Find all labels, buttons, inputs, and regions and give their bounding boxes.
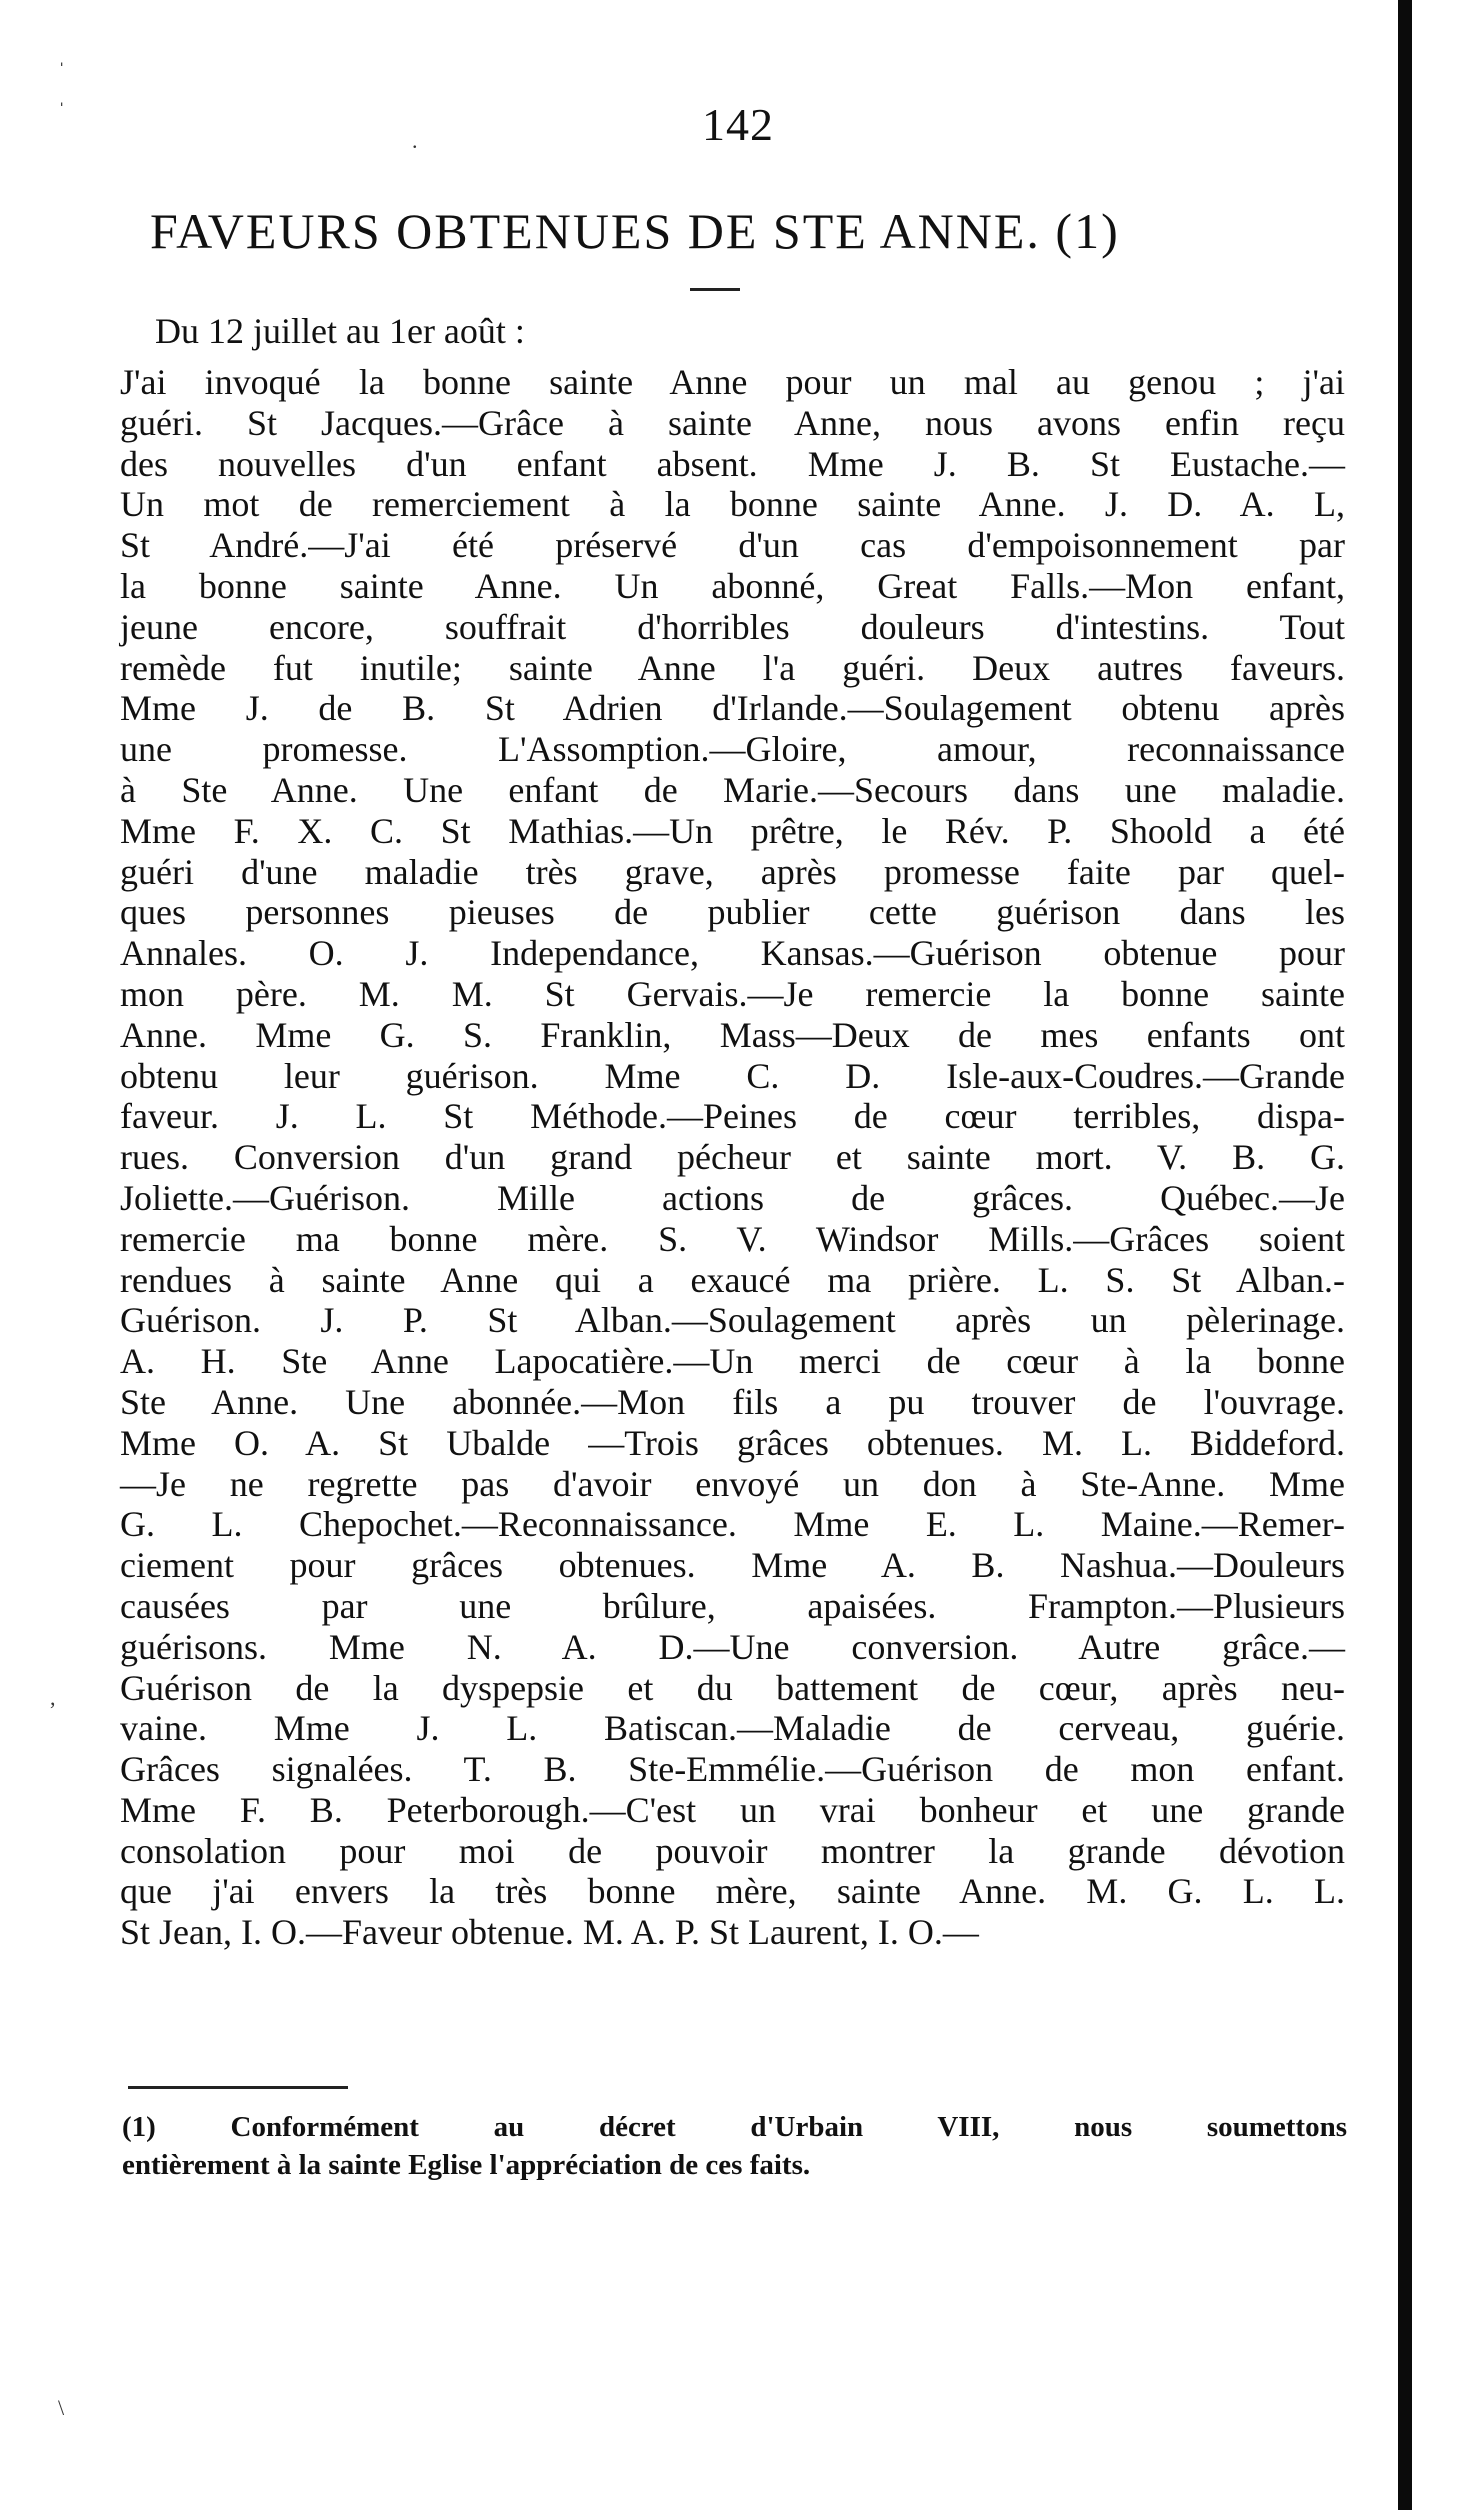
text-line: une promesse. L'Assomption.—Gloire, amour, reconnaissance xyxy=(120,729,1345,770)
footnote-line: (1) Conformément au décret d'Urbain VIII, nous soumettons xyxy=(122,2111,1347,2143)
text-line: Mme O. A. St Ubalde —Trois grâces obtenues. M. L. Biddeford. xyxy=(120,1422,1345,1463)
page-number: 142 xyxy=(702,99,774,150)
text-line: Mme F. B. Peterborough.—C'est un vrai bonheur et une grande xyxy=(120,1789,1345,1830)
text-line: ques personnes pieuses de publier cette guérison dans les xyxy=(120,892,1345,933)
text-line: J'ai invoqué la bonne sainte Anne pour un mal au genou ; j'ai xyxy=(120,362,1345,402)
text-line: Guérison. J. P. St Alban.—Soulagement après un pèlerinage. xyxy=(120,1300,1345,1341)
text-line: faveur. J. L. St Méthode.—Peines de cœur terribles, dispa- xyxy=(120,1096,1345,1137)
text-line: —Je ne regrette pas d'avoir envoyé un don à Ste-Anne. Mme xyxy=(120,1463,1345,1504)
text-line: Grâces signalées. T. B. Ste-Emmélie.—Guérison de mon enfant. xyxy=(120,1749,1345,1790)
text-line: consolation pour moi de pouvoir montrer la grande dévotion xyxy=(120,1830,1345,1871)
text-line: des nouvelles d'un enfant absent. Mme J. B. St Eustache.— xyxy=(120,443,1345,484)
text-line: remercie ma bonne mère. S. V. Windsor Mills.—Grâces soient xyxy=(120,1218,1345,1259)
text-line: Un mot de remerciement à la bonne sainte Anne. J. D. A. L, xyxy=(120,484,1345,525)
text-line: Ste Anne. Une abonnée.—Mon fils a pu trouver de l'ouvrage. xyxy=(120,1381,1345,1422)
text-line: jeune encore, souffrait d'horribles douleurs d'intestins. Tout xyxy=(120,606,1345,647)
footnote-divider xyxy=(128,2086,348,2089)
intro-line: Du 12 juillet au 1er août : xyxy=(155,311,525,351)
text-line: vaine. Mme J. L. Batiscan.—Maladie de cerveau, guérie. xyxy=(120,1708,1345,1749)
footnote xyxy=(122,2108,1347,2184)
text-line: rendues à sainte Anne qui a exaucé ma prière. L. S. St Alban.- xyxy=(120,1259,1345,1300)
text-line: Mme F. X. C. St Mathias.—Un prêtre, le Rév. P. Shoold a été xyxy=(120,810,1345,851)
text-line: causées par une brûlure, apaisées. Frampton.—Plusieurs xyxy=(120,1585,1345,1626)
page-binding-edge xyxy=(1398,0,1412,2510)
page-title: FAVEURS OBTENUES DE STE ANNE. (1) xyxy=(150,203,1120,259)
text-line: Joliette.—Guérison. Mille actions de grâces. Québec.—Je xyxy=(120,1177,1345,1218)
text-line: guéri. St Jacques.—Grâce à sainte Anne, nous avons enfin reçu xyxy=(120,402,1345,443)
text-line: Anne. Mme G. S. Franklin, Mass—Deux de mes enfants ont xyxy=(120,1014,1345,1055)
text-line: la bonne sainte Anne. Un abonné, Great Falls.—Mon enfant, xyxy=(120,565,1345,606)
text-line: Mme J. de B. St Adrien d'Irlande.—Soulagement obtenu après xyxy=(120,688,1345,729)
title-divider xyxy=(690,288,740,291)
text-line: Guérison de la dyspepsie et du battement de cœur, après neu- xyxy=(120,1667,1345,1708)
body-text xyxy=(120,362,1345,1953)
text-line: mon père. M. M. St Gervais.—Je remercie la bonne sainte xyxy=(120,973,1345,1014)
text-line: G. L. Chepochet.—Reconnaissance. Mme E. L. Maine.—Remer- xyxy=(120,1504,1345,1545)
text-line: A. H. Ste Anne Lapocatière.—Un merci de cœur à la bonne xyxy=(120,1341,1345,1382)
footnote-line: entièrement à la sainte Eglise l'appréciation de ces faits. xyxy=(122,2149,811,2181)
text-line: ciement pour grâces obtenues. Mme A. B. Nashua.—Douleurs xyxy=(120,1545,1345,1586)
text-line: remède fut inutile; sainte Anne l'a guéri. Deux autres faveurs. xyxy=(120,647,1345,688)
text-line: que j'ai envers la très bonne mère, sainte Anne. M. G. L. L. xyxy=(120,1871,1345,1912)
text-line: Annales. O. J. Independance, Kansas.—Guérison obtenue pour xyxy=(120,933,1345,974)
text-line: à Ste Anne. Une enfant de Marie.—Secours dans une maladie. xyxy=(120,769,1345,810)
text-line: guérisons. Mme N. A. D.—Une conversion. Autre grâce.— xyxy=(120,1626,1345,1667)
text-line: guéri d'une maladie très grave, après promesse faite par quel- xyxy=(120,851,1345,892)
text-line: rues. Conversion d'un grand pécheur et sainte mort. V. B. G. xyxy=(120,1137,1345,1178)
text-line: obtenu leur guérison. Mme C. D. Isle-aux-Coudres.—Grande xyxy=(120,1055,1345,1096)
text-line: St Jean, I. O.—Faveur obtenue. M. A. P. St Laurent, I. O.— xyxy=(120,1912,979,1953)
text-line: St André.—J'ai été préservé d'un cas d'empoisonnement par xyxy=(120,525,1345,566)
